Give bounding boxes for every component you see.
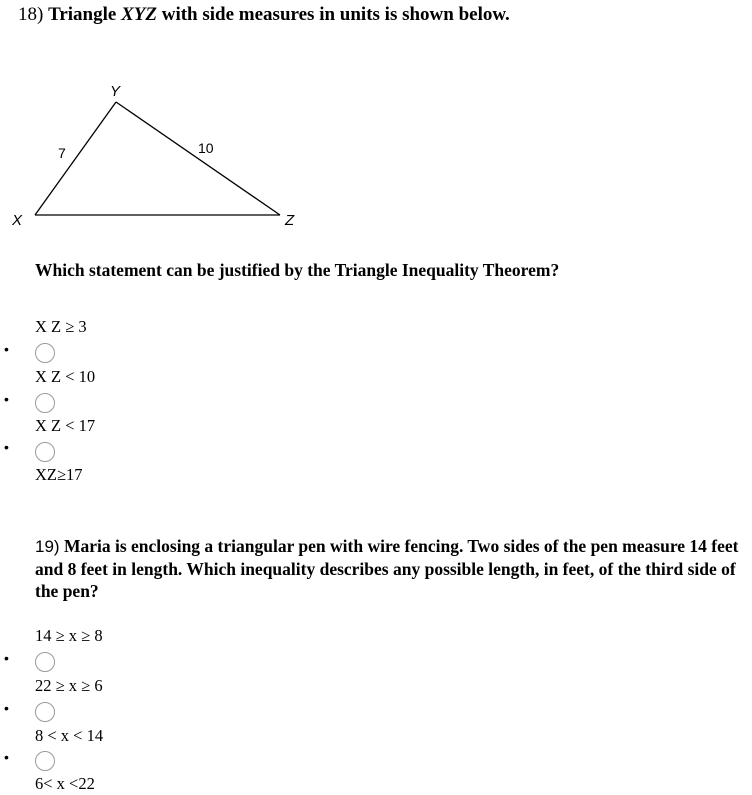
triangle-figure [0,72,320,242]
q18-option-3-radio[interactable] [35,442,55,462]
vertex-z-label: Z [285,212,295,229]
bullet-icon: • [4,749,9,765]
side-xy-line [35,102,116,215]
q19-option-3-label: 8 < x < 14 [35,726,104,745]
vertex-y-label: Y [110,83,121,100]
q19-option-2-radio[interactable] [35,702,55,722]
q18-title-pre: Triangle [48,4,122,25]
q18-number: 18) [18,4,44,25]
side-yz-line [116,102,280,215]
q18-title-post: with side measures in units is shown below. [156,4,510,25]
bullet-icon: • [4,341,9,357]
q18-option-4-label: XZ≥17 [35,465,83,484]
vertex-x-label: X [12,212,23,229]
q18-option-2-radio[interactable] [35,393,55,413]
q19-question [35,535,750,602]
q18-option-3-label: X Z < 17 [35,416,96,435]
bullet-icon: • [4,391,9,407]
bullet-icon: • [4,650,9,666]
side-xy-label: 7 [58,145,66,161]
q18-option-1-radio[interactable] [35,343,55,363]
q19-option-1-radio[interactable] [35,652,55,672]
q19-option-4-label: 6< x <22 [35,774,95,793]
bullet-icon: • [4,439,9,455]
side-yz-label: 10 [198,140,214,156]
q19-number: 19) [35,537,60,556]
q19-option-1-label: 14 ≥ x ≥ 8 [35,626,103,645]
q18-title [18,4,510,26]
q19-option-3-radio[interactable] [35,751,55,771]
bullet-icon: • [4,700,9,716]
q19-question-text: Maria is enclosing a triangular pen with wire fencing. Two sides of the pen measure 14 feet and 8 feet in length. Which inequality describes any possible length, in feet, of the third side of the pen? [35,536,739,601]
q18-question: Which statement can be justified by the Triangle Inequality Theorem? [35,260,560,280]
q18-title-name: XYZ [121,4,157,25]
q18-option-2-label: X Z < 10 [35,367,96,386]
q19-option-2-label: 22 ≥ x ≥ 6 [35,676,103,695]
q18-option-1-label: X Z ≥ 3 [35,317,87,336]
